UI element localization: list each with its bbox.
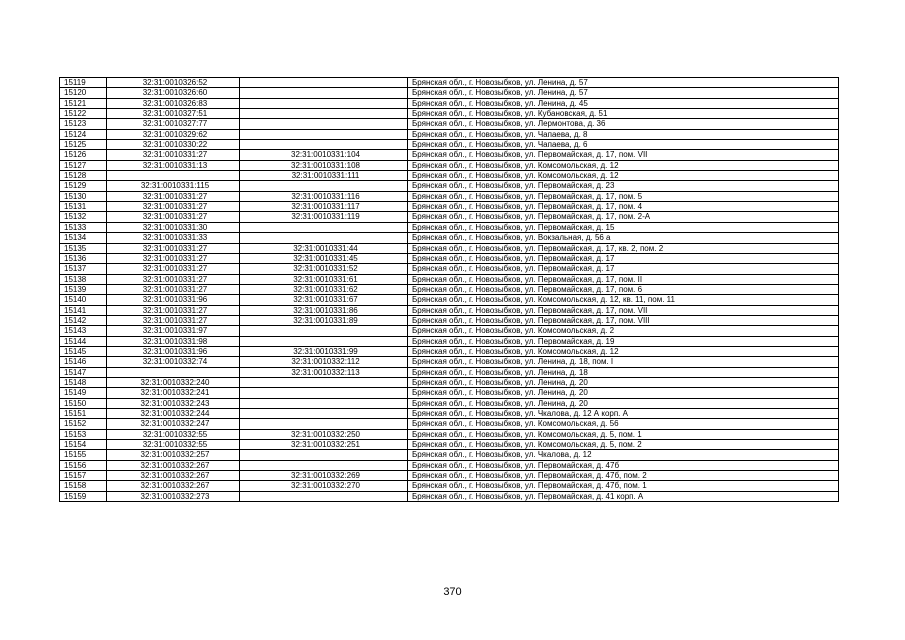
linked-cadastral-number-cell [240, 388, 408, 398]
row-number-cell: 15154 [60, 440, 107, 450]
cadastral-number-cell: 32:31:0010331:115 [107, 181, 240, 191]
cadastral-number-cell: 32:31:0010332:247 [107, 419, 240, 429]
row-number-cell: 15138 [60, 274, 107, 284]
table-row [60, 212, 839, 222]
table-row [60, 471, 839, 481]
cadastral-number-cell: 32:31:0010332:273 [107, 491, 240, 501]
cadastral-number-cell: 32:31:0010332:257 [107, 450, 240, 460]
cadastral-number-cell: 32:31:0010331:27 [107, 264, 240, 274]
cadastral-number-cell: 32:31:0010331:96 [107, 295, 240, 305]
address-cell: Брянская обл., г. Новозыбков, ул. Первомайская, д. 17, пом. 6 [408, 284, 839, 294]
table-row [60, 326, 839, 336]
cadastral-number-cell: 32:31:0010331:27 [107, 150, 240, 160]
cadastral-number-cell: 32:31:0010331:27 [107, 315, 240, 325]
linked-cadastral-number-cell [240, 233, 408, 243]
address-cell: Брянская обл., г. Новозыбков, ул. Комсомольская, д. 5, пом. 2 [408, 440, 839, 450]
linked-cadastral-number-cell [240, 460, 408, 470]
address-cell: Брянская обл., г. Новозыбков, ул. Кубановская, д. 51 [408, 109, 839, 119]
cadastral-number-cell: 32:31:0010331:27 [107, 274, 240, 284]
row-number-cell: 15144 [60, 336, 107, 346]
row-number-cell: 15124 [60, 129, 107, 139]
row-number-cell: 15119 [60, 78, 107, 88]
cadastral-number-cell: 32:31:0010332:267 [107, 481, 240, 491]
address-cell: Брянская обл., г. Новозыбков, ул. Комсомольская, д. 12 [408, 346, 839, 356]
linked-cadastral-number-cell: 32:31:0010331:52 [240, 264, 408, 274]
address-cell: Брянская обл., г. Новозыбков, ул. Первомайская, д. 41 корп. А [408, 491, 839, 501]
row-number-cell: 15155 [60, 450, 107, 460]
table-row [60, 129, 839, 139]
address-cell: Брянская обл., г. Новозыбков, ул. Комсомольская, д. 12 [408, 160, 839, 170]
linked-cadastral-number-cell [240, 377, 408, 387]
cadastral-number-cell [107, 367, 240, 377]
address-cell: Брянская обл., г. Новозыбков, ул. Чкалова, д. 12 [408, 450, 839, 460]
row-number-cell: 15135 [60, 243, 107, 253]
cadastral-number-cell: 32:31:0010332:74 [107, 357, 240, 367]
address-cell: Брянская обл., г. Новозыбков, ул. Ленина, д. 45 [408, 98, 839, 108]
table-row [60, 264, 839, 274]
address-cell: Брянская обл., г. Новозыбков, ул. Первомайская, д. 17 [408, 253, 839, 263]
table-row [60, 109, 839, 119]
row-number-cell: 15127 [60, 160, 107, 170]
address-cell: Брянская обл., г. Новозыбков, ул. Вокзальная, д. 56 а [408, 233, 839, 243]
row-number-cell: 15128 [60, 171, 107, 181]
address-cell: Брянская обл., г. Новозыбков, ул. Чапаева, д. 6 [408, 140, 839, 150]
row-number-cell: 15143 [60, 326, 107, 336]
row-number-cell: 15137 [60, 264, 107, 274]
linked-cadastral-number-cell: 32:31:0010331:108 [240, 160, 408, 170]
address-cell: Брянская обл., г. Новозыбков, ул. Комсомольская, д. 2 [408, 326, 839, 336]
address-cell: Брянская обл., г. Новозыбков, ул. Первомайская, д. 17, пом. 4 [408, 202, 839, 212]
table-row [60, 243, 839, 253]
row-number-cell: 15121 [60, 98, 107, 108]
address-cell: Брянская обл., г. Новозыбков, ул. Первомайская, д. 17, пом. 2-А [408, 212, 839, 222]
row-number-cell: 15159 [60, 491, 107, 501]
table-row [60, 367, 839, 377]
linked-cadastral-number-cell: 32:31:0010332:250 [240, 429, 408, 439]
linked-cadastral-number-cell [240, 222, 408, 232]
row-number-cell: 15132 [60, 212, 107, 222]
linked-cadastral-number-cell: 32:31:0010332:270 [240, 481, 408, 491]
address-cell: Брянская обл., г. Новозыбков, ул. Первомайская, д. 17, пом. VII [408, 305, 839, 315]
linked-cadastral-number-cell [240, 450, 408, 460]
table-row [60, 295, 839, 305]
cadastral-number-cell: 32:31:0010326:52 [107, 78, 240, 88]
table-row [60, 274, 839, 284]
address-cell: Брянская обл., г. Новозыбков, ул. Первомайская, д. 23 [408, 181, 839, 191]
address-cell: Брянская обл., г. Новозыбков, ул. Первомайская, д. 15 [408, 222, 839, 232]
cadastral-number-cell: 32:31:0010327:51 [107, 109, 240, 119]
address-cell: Брянская обл., г. Новозыбков, ул. Ленина, д. 57 [408, 88, 839, 98]
cadastral-number-cell: 32:31:0010332:240 [107, 377, 240, 387]
address-cell: Брянская обл., г. Новозыбков, ул. Чапаева, д. 8 [408, 129, 839, 139]
table-row [60, 78, 839, 88]
row-number-cell: 15149 [60, 388, 107, 398]
cadastral-number-cell: 32:31:0010332:244 [107, 409, 240, 419]
linked-cadastral-number-cell: 32:31:0010332:112 [240, 357, 408, 367]
linked-cadastral-number-cell: 32:31:0010332:251 [240, 440, 408, 450]
linked-cadastral-number-cell [240, 119, 408, 129]
address-cell: Брянская обл., г. Новозыбков, ул. Первомайская, д. 17 [408, 264, 839, 274]
address-cell: Брянская обл., г. Новозыбков, ул. Ленина, д. 20 [408, 398, 839, 408]
cadastral-number-cell: 32:31:0010331:27 [107, 191, 240, 201]
row-number-cell: 15136 [60, 253, 107, 263]
cadastral-number-cell: 32:31:0010332:243 [107, 398, 240, 408]
row-number-cell: 15158 [60, 481, 107, 491]
table-row [60, 119, 839, 129]
cadastral-number-cell: 32:31:0010326:60 [107, 88, 240, 98]
page-number: 370 [443, 586, 462, 598]
address-cell: Брянская обл., г. Новозыбков, ул. Чкалова, д. 12 А корп. А [408, 409, 839, 419]
table-row [60, 357, 839, 367]
cadastral-number-cell: 32:31:0010331:13 [107, 160, 240, 170]
cadastral-number-cell: 32:31:0010331:27 [107, 253, 240, 263]
registry-table-body [60, 78, 839, 502]
table-row [60, 284, 839, 294]
address-cell: Брянская обл., г. Новозыбков, ул. Комсомольская, д. 56 [408, 419, 839, 429]
cadastral-number-cell: 32:31:0010331:27 [107, 305, 240, 315]
linked-cadastral-number-cell: 32:31:0010331:89 [240, 315, 408, 325]
address-cell: Брянская обл., г. Новозыбков, ул. Лермонтова, д. 36 [408, 119, 839, 129]
address-cell: Брянская обл., г. Новозыбков, ул. Комсомольская, д. 12 [408, 171, 839, 181]
cadastral-number-cell: 32:31:0010332:55 [107, 429, 240, 439]
linked-cadastral-number-cell: 32:31:0010331:61 [240, 274, 408, 284]
linked-cadastral-number-cell: 32:31:0010332:113 [240, 367, 408, 377]
linked-cadastral-number-cell [240, 409, 408, 419]
cadastral-number-cell: 32:31:0010331:96 [107, 346, 240, 356]
table-row [60, 440, 839, 450]
cadastral-number-cell: 32:31:0010326:83 [107, 98, 240, 108]
linked-cadastral-number-cell: 32:31:0010331:44 [240, 243, 408, 253]
cadastral-number-cell: 32:31:0010332:267 [107, 471, 240, 481]
row-number-cell: 15148 [60, 377, 107, 387]
cadastral-number-cell: 32:31:0010331:33 [107, 233, 240, 243]
row-number-cell: 15130 [60, 191, 107, 201]
row-number-cell: 15157 [60, 471, 107, 481]
table-row [60, 491, 839, 501]
linked-cadastral-number-cell: 32:31:0010331:104 [240, 150, 408, 160]
address-cell: Брянская обл., г. Новозыбков, ул. Первомайская, д. 17, пом. VII [408, 150, 839, 160]
row-number-cell: 15151 [60, 409, 107, 419]
table-row [60, 171, 839, 181]
row-number-cell: 15152 [60, 419, 107, 429]
linked-cadastral-number-cell: 32:31:0010331:67 [240, 295, 408, 305]
table-row [60, 388, 839, 398]
row-number-cell: 15150 [60, 398, 107, 408]
linked-cadastral-number-cell: 32:31:0010331:45 [240, 253, 408, 263]
address-cell: Брянская обл., г. Новозыбков, ул. Первомайская, д. 19 [408, 336, 839, 346]
table-row [60, 346, 839, 356]
table-row [60, 150, 839, 160]
cadastral-number-cell: 32:31:0010331:27 [107, 212, 240, 222]
row-number-cell: 15146 [60, 357, 107, 367]
table-row [60, 98, 839, 108]
linked-cadastral-number-cell [240, 129, 408, 139]
linked-cadastral-number-cell: 32:31:0010331:116 [240, 191, 408, 201]
row-number-cell: 15120 [60, 88, 107, 98]
table-row [60, 233, 839, 243]
table-row [60, 181, 839, 191]
cadastral-number-cell [107, 171, 240, 181]
address-cell: Брянская обл., г. Новозыбков, ул. Первомайская, д. 17, пом. VIII [408, 315, 839, 325]
row-number-cell: 15153 [60, 429, 107, 439]
table-row [60, 429, 839, 439]
linked-cadastral-number-cell [240, 336, 408, 346]
address-cell: Брянская обл., г. Новозыбков, ул. Комсомольская, д. 5, пом. 1 [408, 429, 839, 439]
row-number-cell: 15134 [60, 233, 107, 243]
linked-cadastral-number-cell [240, 419, 408, 429]
row-number-cell: 15147 [60, 367, 107, 377]
row-number-cell: 15129 [60, 181, 107, 191]
table-row [60, 409, 839, 419]
linked-cadastral-number-cell: 32:31:0010331:99 [240, 346, 408, 356]
table-row [60, 253, 839, 263]
table-row [60, 315, 839, 325]
linked-cadastral-number-cell [240, 78, 408, 88]
row-number-cell: 15142 [60, 315, 107, 325]
linked-cadastral-number-cell [240, 88, 408, 98]
table-row [60, 305, 839, 315]
linked-cadastral-number-cell [240, 491, 408, 501]
linked-cadastral-number-cell [240, 326, 408, 336]
table-row [60, 481, 839, 491]
linked-cadastral-number-cell: 32:31:0010331:62 [240, 284, 408, 294]
registry-table [59, 77, 839, 502]
table-row [60, 140, 839, 150]
address-cell: Брянская обл., г. Новозыбков, ул. Ленина, д. 20 [408, 377, 839, 387]
address-cell: Брянская обл., г. Новозыбков, ул. Первомайская, д. 17, пом. 5 [408, 191, 839, 201]
cadastral-number-cell: 32:31:0010331:27 [107, 243, 240, 253]
cadastral-number-cell: 32:31:0010330:22 [107, 140, 240, 150]
cadastral-number-cell: 32:31:0010331:30 [107, 222, 240, 232]
row-number-cell: 15125 [60, 140, 107, 150]
cadastral-number-cell: 32:31:0010329:62 [107, 129, 240, 139]
table-row [60, 191, 839, 201]
address-cell: Брянская обл., г. Новозыбков, ул. Первомайская, д. 47б, пом. 1 [408, 481, 839, 491]
row-number-cell: 15141 [60, 305, 107, 315]
table-row [60, 450, 839, 460]
cadastral-number-cell: 32:31:0010331:27 [107, 284, 240, 294]
cadastral-number-cell: 32:31:0010331:97 [107, 326, 240, 336]
linked-cadastral-number-cell [240, 181, 408, 191]
row-number-cell: 15123 [60, 119, 107, 129]
address-cell: Брянская обл., г. Новозыбков, ул. Ленина, д. 20 [408, 388, 839, 398]
row-number-cell: 15131 [60, 202, 107, 212]
table-row [60, 419, 839, 429]
table-row [60, 336, 839, 346]
table-row [60, 398, 839, 408]
linked-cadastral-number-cell: 32:31:0010331:119 [240, 212, 408, 222]
address-cell: Брянская обл., г. Новозыбков, ул. Первомайская, д. 47б [408, 460, 839, 470]
cadastral-number-cell: 32:31:0010332:241 [107, 388, 240, 398]
address-cell: Брянская обл., г. Новозыбков, ул. Ленина, д. 18 [408, 367, 839, 377]
cadastral-number-cell: 32:31:0010331:98 [107, 336, 240, 346]
linked-cadastral-number-cell [240, 398, 408, 408]
address-cell: Брянская обл., г. Новозыбков, ул. Ленина, д. 18, пом. I [408, 357, 839, 367]
table-row [60, 88, 839, 98]
row-number-cell: 15156 [60, 460, 107, 470]
row-number-cell: 15126 [60, 150, 107, 160]
table-row [60, 160, 839, 170]
address-cell: Брянская обл., г. Новозыбков, ул. Комсомольская, д. 12, кв. 11, пом. 11 [408, 295, 839, 305]
table-row [60, 202, 839, 212]
linked-cadastral-number-cell [240, 109, 408, 119]
row-number-cell: 15145 [60, 346, 107, 356]
table-row [60, 222, 839, 232]
cadastral-number-cell: 32:31:0010332:55 [107, 440, 240, 450]
table-row [60, 460, 839, 470]
address-cell: Брянская обл., г. Новозыбков, ул. Первомайская, д. 17, кв. 2, пом. 2 [408, 243, 839, 253]
linked-cadastral-number-cell: 32:31:0010331:111 [240, 171, 408, 181]
address-cell: Брянская обл., г. Новозыбков, ул. Ленина, д. 57 [408, 78, 839, 88]
linked-cadastral-number-cell [240, 140, 408, 150]
address-cell: Брянская обл., г. Новозыбков, ул. Первомайская, д. 17, пом. II [408, 274, 839, 284]
linked-cadastral-number-cell [240, 98, 408, 108]
cadastral-number-cell: 32:31:0010332:267 [107, 460, 240, 470]
row-number-cell: 15122 [60, 109, 107, 119]
row-number-cell: 15133 [60, 222, 107, 232]
cadastral-number-cell: 32:31:0010327:77 [107, 119, 240, 129]
address-cell: Брянская обл., г. Новозыбков, ул. Первомайская, д. 47б, пом. 2 [408, 471, 839, 481]
row-number-cell: 15139 [60, 284, 107, 294]
linked-cadastral-number-cell: 32:31:0010331:86 [240, 305, 408, 315]
linked-cadastral-number-cell: 32:31:0010332:269 [240, 471, 408, 481]
cadastral-number-cell: 32:31:0010331:27 [107, 202, 240, 212]
linked-cadastral-number-cell: 32:31:0010331:117 [240, 202, 408, 212]
row-number-cell: 15140 [60, 295, 107, 305]
table-row [60, 377, 839, 387]
